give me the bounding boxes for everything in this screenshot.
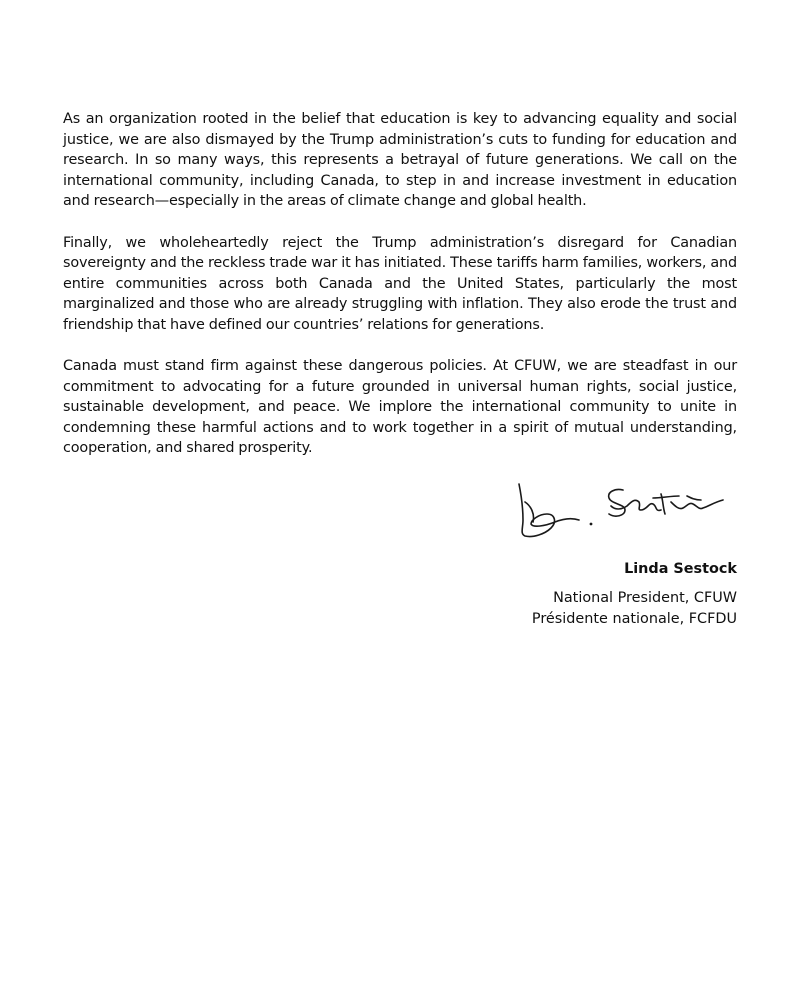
letter-body [63, 109, 737, 480]
handwritten-signature [511, 480, 737, 542]
signer-title-french: Présidente nationale, FCFDU [531, 611, 737, 627]
signer-title-english: National President, CFUW [553, 590, 737, 606]
signer-name: Linda Sestock [624, 561, 737, 577]
letter-closing [417, 480, 737, 630]
paragraph-trade-war: Finally, we wholeheartedly reject the Trump administration’s disregard for Canadian sovereignty and the reckless trade war it has initiated. These tariffs harm families, workers, and entire communities across both Canada and the United States, particularly the most marginalized and those who are already struggling with inflation. They also erode the trust and friendship that have defined our countries’ relations for generations. [63, 234, 737, 333]
paragraph-call-to-action: Canada must stand firm against these dangerous policies. At CFUW, we are steadfast in our commitment to advocating for a future grounded in universal human rights, social justice, sustainable development, and peace. We implore the international community to unite in condemning these harmful actions and to work together in a spirit of mutual understanding, cooperation, and shared prosperity. [63, 358, 737, 456]
paragraph-education: As an organization rooted in the belief that education is key to advancing equality and social justice, we are also dismayed by the Trump administration’s cuts to funding for education and research. In so many ways, this represents a betrayal of future generations. We call on the international community, including Canada, to step in and increase investment in education and research—especially in the areas of climate change and global health. [63, 111, 737, 209]
